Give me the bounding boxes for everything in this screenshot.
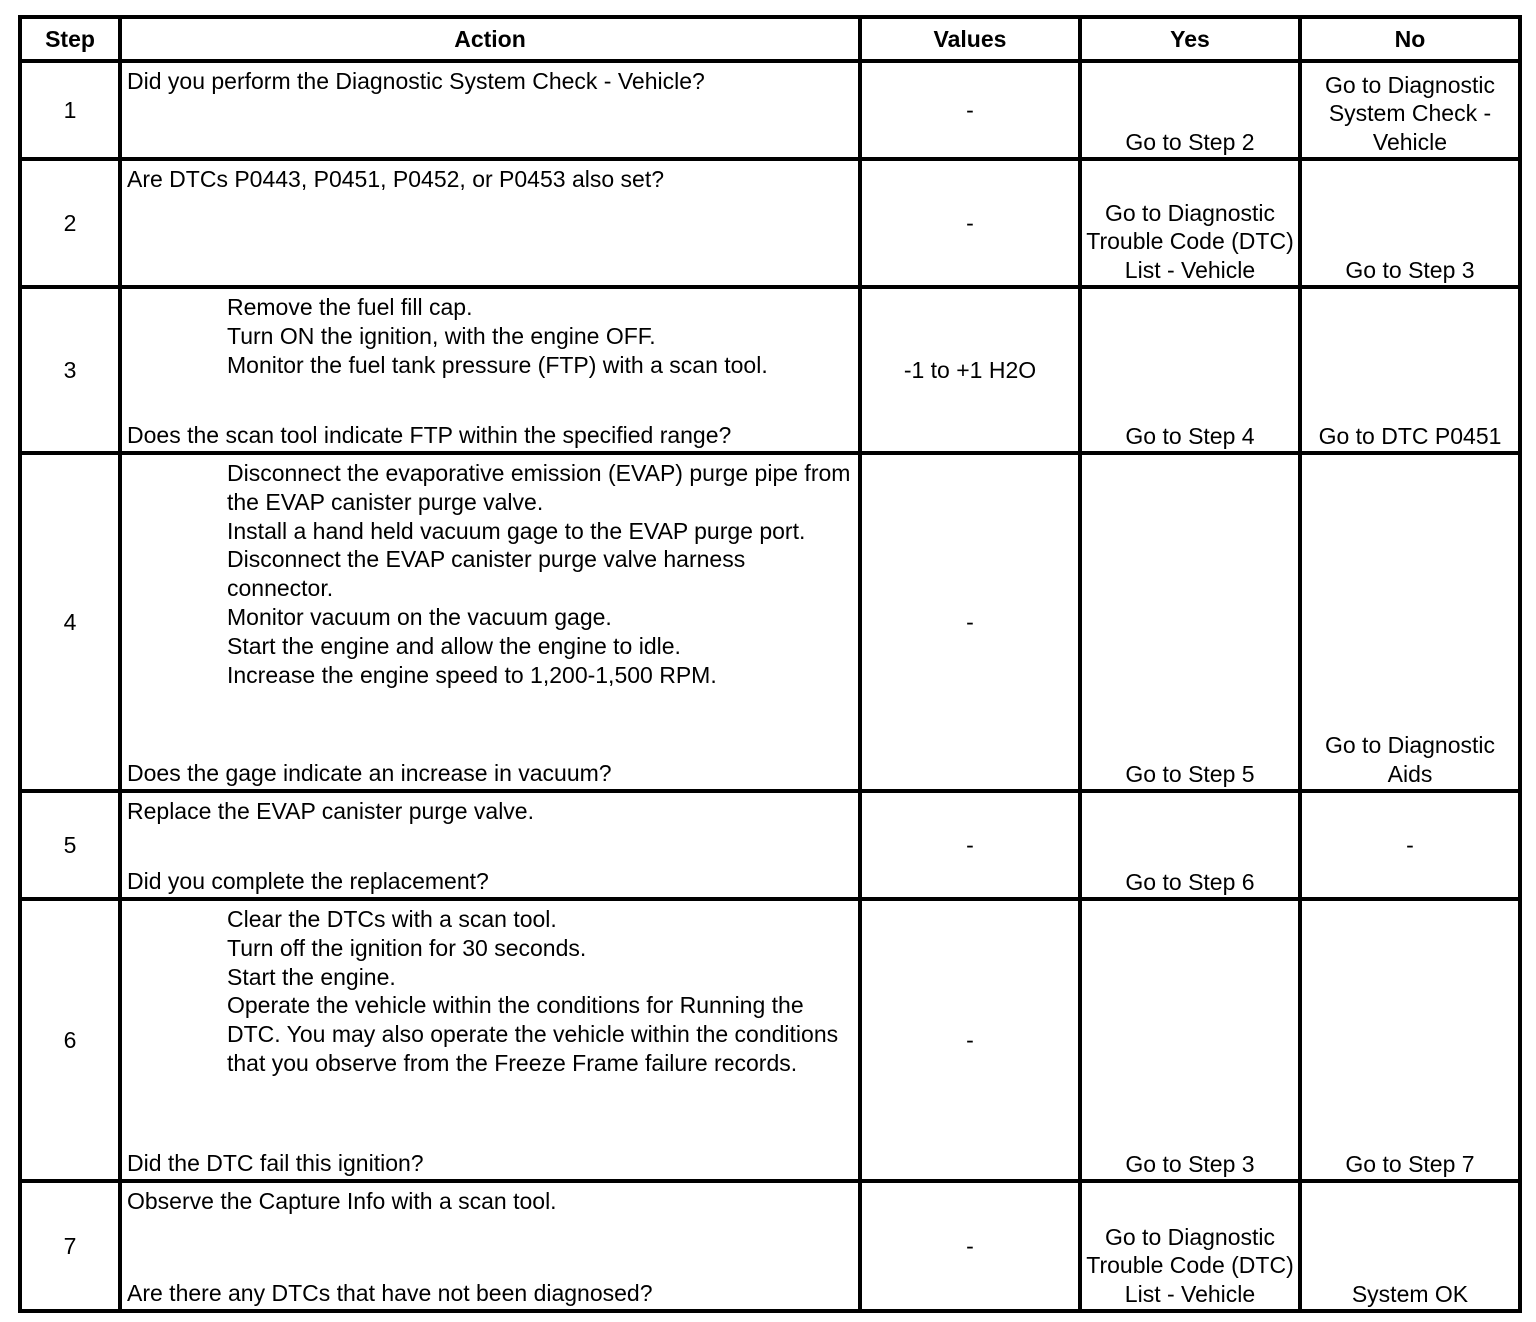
action-content <box>122 289 858 451</box>
action-step: Start the engine and allow the engine to idle. <box>227 632 681 659</box>
action-top <box>127 293 854 379</box>
action-top <box>127 165 854 194</box>
values-cell: -1 to +1 H2O <box>860 287 1080 453</box>
header-yes: Yes <box>1080 17 1300 61</box>
table-body <box>20 61 1520 1311</box>
step-number: 5 <box>20 791 120 899</box>
step-number: 3 <box>20 287 120 453</box>
action-step: Remove the fuel fill cap. <box>227 294 473 320</box>
action-cell <box>120 791 860 899</box>
action-step: Turn off the ignition for 30 seconds. <box>227 934 587 961</box>
action-step: Monitor vacuum on the vacuum gage. <box>227 603 612 630</box>
values-cell: - <box>860 61 1080 159</box>
action-top <box>127 797 854 826</box>
table-row <box>20 899 1520 1181</box>
action-steps-list <box>127 905 854 1078</box>
no-result: Go to Step 3 <box>1300 159 1520 287</box>
no-result: Go to Step 7 <box>1300 899 1520 1181</box>
yes-result: Go to Step 5 <box>1080 453 1300 791</box>
no-result: Go to Diagnostic System Check - Vehicle <box>1300 61 1520 159</box>
action-content <box>122 793 858 897</box>
values-cell: - <box>860 791 1080 899</box>
table-row <box>20 453 1520 791</box>
no-result: System OK <box>1300 1181 1520 1311</box>
action-question: Does the gage indicate an increase in vacuum? <box>127 760 612 787</box>
action-question: Are there any DTCs that have not been diagnosed? <box>127 1280 653 1307</box>
action-cell <box>120 899 860 1181</box>
diagnostic-table <box>18 15 1522 1313</box>
action-cell <box>120 61 860 159</box>
action-step: Start the engine. <box>227 963 396 990</box>
action-intro: Replace the EVAP canister purge valve. <box>127 798 534 824</box>
table-row <box>20 61 1520 159</box>
action-intro: Observe the Capture Info with a scan tool. <box>127 1188 557 1214</box>
values-cell: - <box>860 899 1080 1181</box>
step-number: 6 <box>20 899 120 1181</box>
action-step: Turn ON the ignition, with the engine OFF. <box>227 322 656 349</box>
action-step: Disconnect the evaporative emission (EVAP) purge pipe from the EVAP canister purge valve. <box>227 460 851 515</box>
step-number: 1 <box>20 61 120 159</box>
step-number: 7 <box>20 1181 120 1311</box>
step-number: 2 <box>20 159 120 287</box>
action-step: Clear the DTCs with a scan tool. <box>227 906 557 932</box>
action-cell <box>120 453 860 791</box>
action-intro: Did you perform the Diagnostic System Check - Vehicle? <box>127 68 705 94</box>
header-no: No <box>1300 17 1520 61</box>
step-number: 4 <box>20 453 120 791</box>
header-step: Step <box>20 17 120 61</box>
action-step: Monitor the fuel tank pressure (FTP) with a scan tool. <box>227 351 768 378</box>
table-row <box>20 1181 1520 1311</box>
yes-result: Go to Step 6 <box>1080 791 1300 899</box>
action-cell <box>120 1181 860 1311</box>
header-row <box>20 17 1520 61</box>
values-cell: - <box>860 159 1080 287</box>
action-intro: Are DTCs P0443, P0451, P0452, or P0453 also set? <box>127 166 664 192</box>
table-row <box>20 287 1520 453</box>
action-step: Disconnect the EVAP canister purge valve harness connector. <box>227 546 746 602</box>
no-result: Go to Diagnostic Aids <box>1300 453 1520 791</box>
action-question: Does the scan tool indicate FTP within the specified range? <box>127 422 732 449</box>
no-result: - <box>1300 791 1520 899</box>
action-cell <box>120 287 860 453</box>
yes-result: Go to Step 3 <box>1080 899 1300 1181</box>
values-cell: - <box>860 1181 1080 1311</box>
action-cell <box>120 159 860 287</box>
action-step: Increase the engine speed to 1,200-1,500 RPM. <box>227 661 717 688</box>
action-top <box>127 459 854 689</box>
action-question: Did you complete the replacement? <box>127 868 489 895</box>
action-top <box>127 1187 854 1216</box>
values-cell: - <box>860 453 1080 791</box>
yes-result: Go to Step 4 <box>1080 287 1300 453</box>
no-result: Go to DTC P0451 <box>1300 287 1520 453</box>
action-top <box>127 905 854 1078</box>
action-content <box>122 63 858 157</box>
action-step: Operate the vehicle within the conditions for Running the DTC. You may also operate the vehicle within the conditions that you observe from the Freeze Frame failure records. <box>227 992 839 1076</box>
action-content <box>122 161 858 285</box>
action-content <box>122 1183 858 1309</box>
header-action: Action <box>120 17 860 61</box>
action-steps-list <box>127 459 854 689</box>
yes-result: Go to Diagnostic Trouble Code (DTC) List - Vehicle <box>1080 1181 1300 1311</box>
header-values: Values <box>860 17 1080 61</box>
action-content <box>122 455 858 789</box>
action-step: Install a hand held vacuum gage to the EVAP purge port. <box>227 517 806 544</box>
action-steps-list <box>127 293 854 379</box>
table-row <box>20 159 1520 287</box>
action-question: Did the DTC fail this ignition? <box>127 1150 424 1177</box>
action-top <box>127 67 854 96</box>
table-row <box>20 791 1520 899</box>
yes-result: Go to Diagnostic Trouble Code (DTC) List - Vehicle <box>1080 159 1300 287</box>
action-content <box>122 901 858 1179</box>
yes-result: Go to Step 2 <box>1080 61 1300 159</box>
